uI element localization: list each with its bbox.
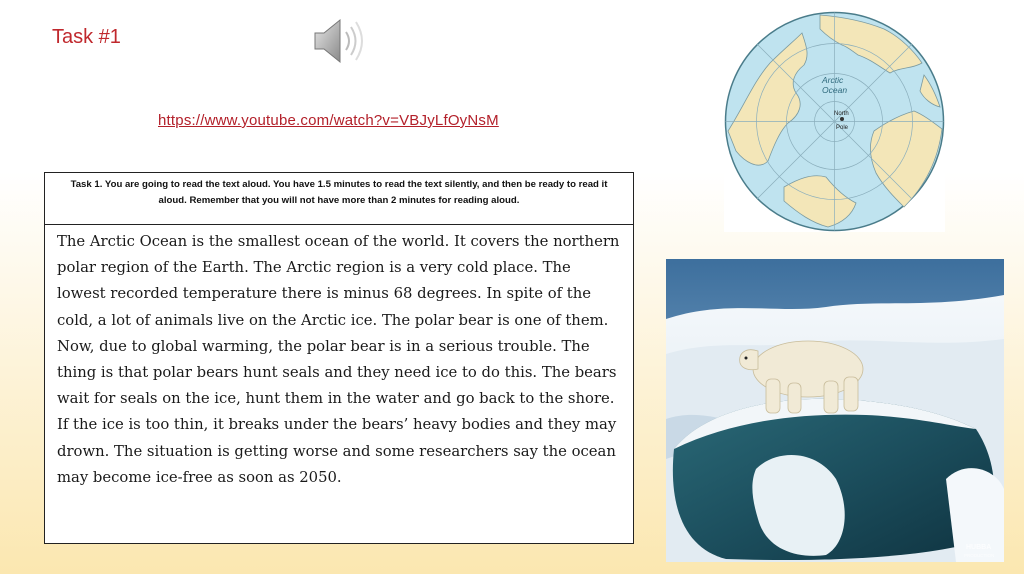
slide-title: Task #1 [52,26,121,48]
polar-bear-photo [666,259,1004,562]
map-label-arctic: Arctic [822,75,844,85]
speaker-icon[interactable] [312,14,370,68]
task-instructions: Task 1. You are going to read the text aloud. You have 1.5 minutes to read the text silently, and then be ready to read it aloud. Remember that you will not have more than 2 minutes for reading aloud. [45,173,633,225]
map-label-pole: Pole [836,125,849,131]
arctic-map [724,11,945,232]
task-text: The Arctic Ocean is the smallest ocean of the world. It covers the northern polar region of the Earth. The Arctic region is a very cold place. The lowest recorded temperature there is minus 68 degrees. In spite of the cold, a lot of animals live on the Arctic ice. The polar bear is one of them. Now, due to global warming, the polar bear is in a serious trouble. The thing is that polar bears hunt seals and they need ice to do this. The bears wait for seals on the ice, hunt them in the water and go back to the shore. If the ice is too thin, it breaks under the bears’ heavy bodies and they may drown. The situation is getting worse and some researchers say the ocean may become ice-free as soon as 2050. [57,233,620,486]
youtube-link[interactable]: https://www.youtube.com/watch?v=VBJyLfOyNsM [158,112,499,129]
map-label-north: North [834,111,849,117]
watermark-hubba: HUBBA [966,544,992,551]
task-box [44,172,634,544]
map-label-ocean: Ocean [822,85,848,95]
watermark-production: PRODUCTION [964,553,995,558]
